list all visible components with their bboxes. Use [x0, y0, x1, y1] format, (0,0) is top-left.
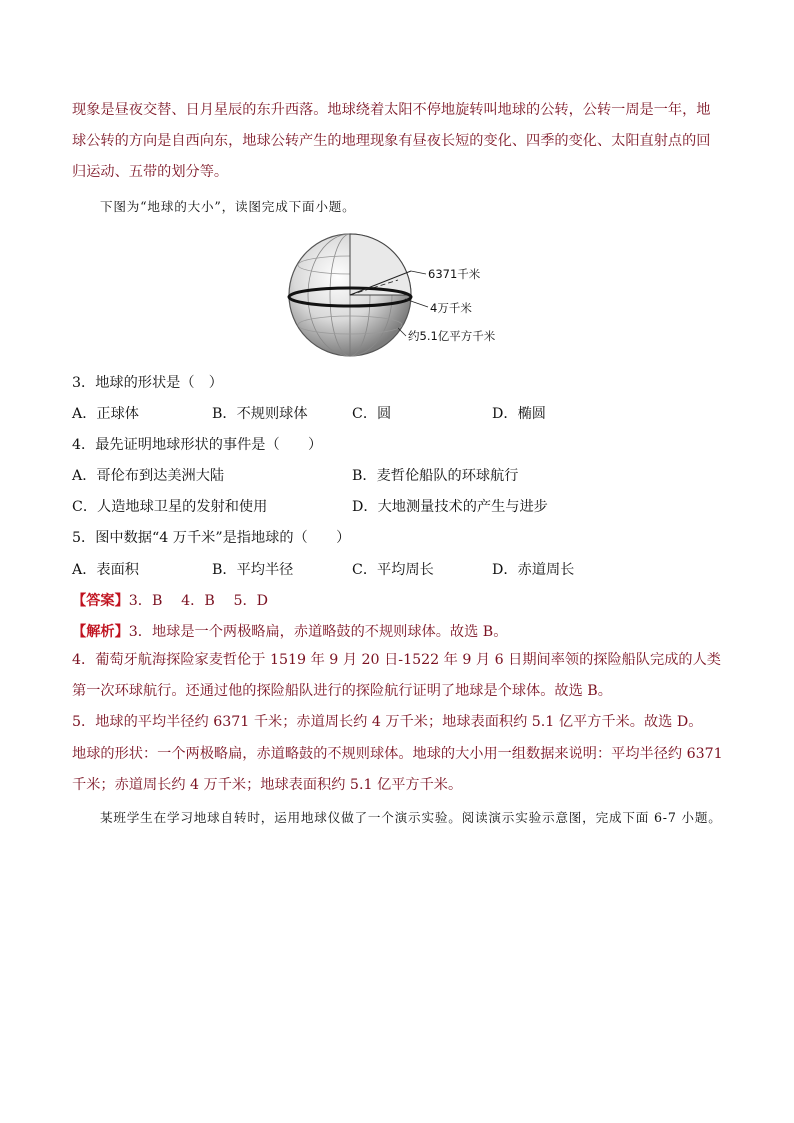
q3-stem: 3．地球的形状是（ ）: [72, 375, 223, 391]
q5-option-c: C．平均周长: [352, 562, 434, 578]
q4-option-a: A．哥伦布到达美洲大陆: [72, 468, 225, 484]
analysis-text-1: 3．地球是一个两极略扁，赤道略鼓的不规则球体。故选 B。: [128, 624, 508, 640]
q4-option-b: B．麦哲伦船队的环球航行: [352, 468, 519, 484]
answer-text: 3．B 4．B 5．D: [128, 593, 269, 609]
q3-option-c: C．圆: [352, 406, 392, 422]
circumference-label: 4万千米: [430, 301, 472, 315]
analysis-paragraph-4: 地球的形状：一个两极略扁，赤道略鼓的不规则球体。地球的大小用一组数据来说明：平均半径约 6371 千米；赤道周长约 4 万千米；地球表面积约 5.1 亿平方千米。: [72, 746, 723, 793]
analysis-label: 【解析】: [72, 624, 129, 640]
radius-leader: [411, 271, 426, 274]
analysis-line-1: [72, 621, 507, 641]
analysis-paragraph-3: 5．地球的平均半径约 6371 千米；赤道周长约 4 万千米；地球表面积约 5.1 亿平方千米。故选 D。: [72, 714, 703, 730]
figure-intro: 下图为“地球的大小”，读图完成下面小题。: [100, 199, 356, 214]
q3-option-d: D．椭圆: [492, 406, 546, 422]
q3-option-b: B．不规则球体: [212, 406, 308, 422]
q5-stem: 5．图中数据“4 万千米”是指地球的（ ）: [72, 530, 351, 546]
earth-size-figure: [280, 225, 520, 365]
next-question-intro: 某班学生在学习地球自转时，运用地球仪做了一个演示实验。阅读演示实验示意图，完成下面 6-7 小题。: [100, 810, 722, 825]
cutaway-wedge: [350, 234, 411, 295]
q5-option-b: B．平均半径: [212, 562, 294, 578]
q3-option-a: A．正球体: [72, 406, 139, 422]
intro-paragraph: 现象是昼夜交替、日月星辰的东升西落。地球绕着太阳不停地旋转叫地球的公转，公转一周是一年，地球公转的方向是自西向东，地球公转产生的地理现象有昼夜长短的变化、四季的变化、太阳直射点的回归运动、五带的划分等。: [72, 102, 711, 180]
radius-label: 6371千米: [428, 267, 481, 281]
q4-option-d: D．大地测量技术的产生与进步: [352, 499, 548, 515]
q4-stem: 4．最先证明地球形状的事件是（ ）: [72, 437, 323, 453]
analysis-paragraph-2: 4．葡萄牙航海探险家麦哲伦于 1519 年 9 月 20 日-1522 年 9 月 6 日期间率领的探险船队完成的人类第一次环球航行。还通过他的探险船队进行的探险航行证明了地球是个球体。故选 B。: [72, 652, 721, 699]
q5-option-d: D．赤道周长: [492, 562, 575, 578]
answer-line: [72, 590, 268, 610]
q5-option-a: A．表面积: [72, 562, 139, 578]
area-label: 约5.1亿平方千米: [408, 329, 496, 343]
answer-label: 【答案】: [72, 593, 129, 609]
q4-option-c: C．人造地球卫星的发射和使用: [72, 499, 268, 515]
